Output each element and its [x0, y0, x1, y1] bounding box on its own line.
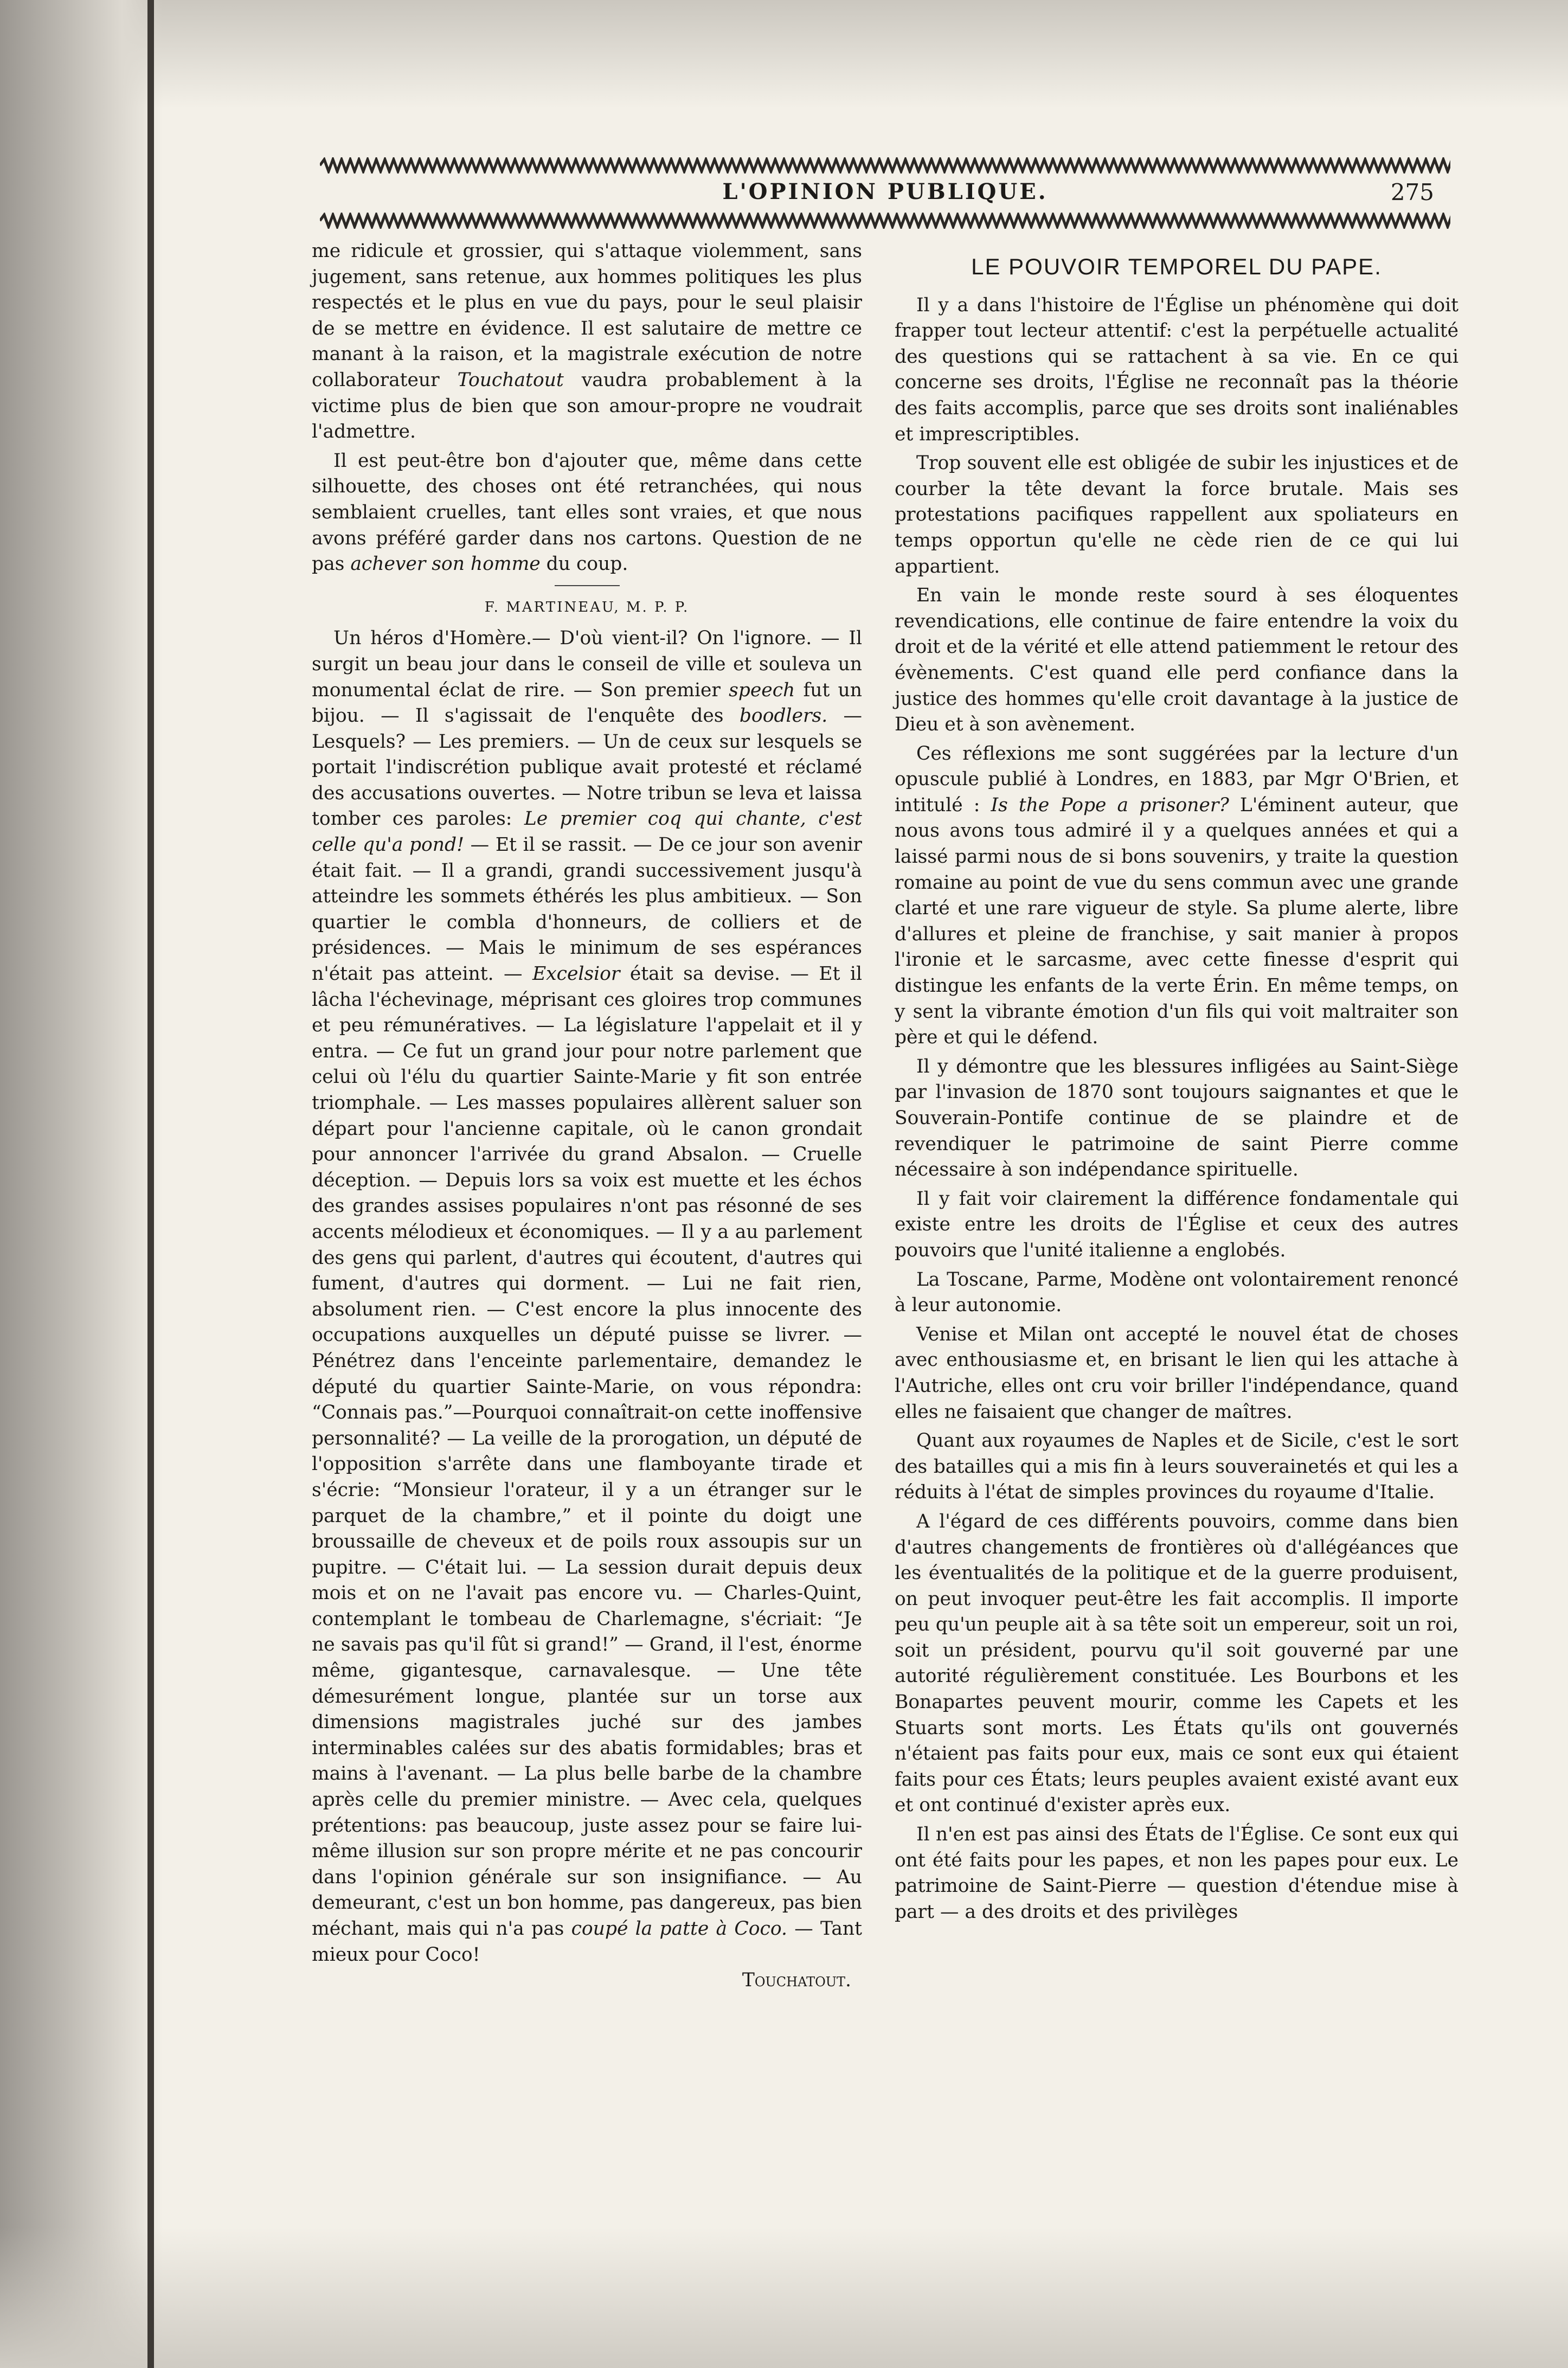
right-column: [895, 239, 1458, 1928]
text-run: me ridicule et grossier, qui s'attaque violemment, sans jugement, sans retenue, aux hommes politiques les plus respectés et le plus en vue du pays, pour le seul plaisir de se mettre en évidence. Il est salutaire de mettre ce manant à la raison, et la magistrale exécution de notre collaborateur: [312, 240, 862, 391]
text-run: Il est peut-être bon d'ajouter que, même dans cette silhouette, des choses ont été retranchées, qui nous semblaient cruelles, tant elles sont vraies, et que nous avons préféré garder dans nos cartons. Question de ne pas: [312, 450, 862, 575]
header-ornament-rule-top: [320, 157, 1450, 174]
paragraph: [895, 741, 1458, 1051]
byline: F. MARTINEAU, M. P. P.: [484, 599, 690, 615]
text-run: vaudra probablement à la victime plus de bien que son amour-propre ne voudrait l'admettre.: [312, 369, 862, 443]
scan-shadow-left: [0, 0, 163, 2368]
paragraph: Quant aux royaumes de Naples et de Sicile, c'est le sort des batailles qui a mis fin à leurs souverainetés et qui les a réduits à l'état de simples provinces du royaume d'Italie.: [895, 1430, 1458, 1504]
italic-run: Is the Pope a prisoner?: [991, 794, 1229, 816]
paragraph: A l'égard de ces différents pouvoirs, comme dans bien d'autres changements de frontières où d'allégéances que les éventualités de la politique et de la guerre produisent, on peut invoquer peut-être les fait accomplis. Il importe peu qu'un peuple ait à sa tête soit un empereur, soit un roi, soit un président, pourvu qu'il soit gouverné par une autorité régulièrement constituée. Les Bourbons et les Bonapartes peuvent mourir, comme les Capets et les Stuarts sont morts. Les États qu'ils ont gouvernés n'étaient pas faits pour eux, mais ce sont eux qui étaient faits pour ces États; leurs peuples avaient existé avant eux et ont continué d'exister après eux.: [895, 1510, 1458, 1817]
italic-run: Touchatout: [457, 369, 564, 391]
page-number: 275: [1390, 179, 1434, 206]
italic-run: Le premier coq qui chante, c'est celle qu'a pond!: [312, 808, 862, 856]
left-column: [312, 239, 862, 1994]
journal-title: L'OPINION PUBLIQUE.: [722, 179, 1048, 204]
paragraph: Il y démontre que les blessures infligées au Saint-Siège par l'invasion de 1870 sont toujours saignantes et que le Souverain-Pontife continue de se plaindre et de revendiquer le patrimoine de saint Pierre comme nécessaire à son indépendance spirituelle.: [895, 1055, 1458, 1181]
scan-shadow-bottom: [0, 2227, 1568, 2368]
paragraph: Il y a dans l'histoire de l'Église un phénomène qui doit frapper tout lecteur attentif: c'est la perpétuelle actualité des questions qui se rattachent à sa vie. En ce qui concerne ses droits, l'Église ne reconnaît pas la théorie des faits accomplis, parce que ses droits sont inaliénables et imprescriptibles.: [895, 294, 1458, 445]
paragraph: [312, 626, 862, 1968]
header-ornament-rule-bottom: [320, 213, 1450, 229]
text-run: fut un bijou. — Il s'agissait de l'enquête des: [312, 679, 862, 727]
scan-shadow-top: [0, 0, 1568, 108]
binding-spine: [147, 0, 154, 2368]
text-run: — Lesquels? — Les premiers. — Un de ceux sur lesquels se portait l'indiscrétion publique avait protesté et réclamé des accusations ouvertes. — Notre tribun se leva et laissa tomber ces paroles:: [312, 705, 862, 830]
signature: Touchatout.: [742, 1969, 851, 1992]
italic-run: Excelsior: [532, 963, 620, 985]
separator-rule: [555, 585, 620, 586]
paragraph: La Toscane, Parme, Modène ont volontairement renoncé à leur autonomie.: [895, 1268, 1458, 1317]
text-run: du coup.: [540, 553, 628, 575]
paragraph: Il n'en est pas ainsi des États de l'Église. Ce sont eux qui ont été faits pour les papes, et non les papes pour eux. Le patrimoine de Saint-Pierre — question d'étendue mise à part — a des droits et des privilèges: [895, 1824, 1458, 1923]
paragraph: En vain le monde reste sourd à ses éloquentes revendications, elle continue de faire entendre la voix du droit et de la vérité et elle attend patiemment le retour des évènements. C'est quand elle perd confiance dans la justice des hommes qu'elle croit davantage à la justice de Dieu et à son avènement.: [895, 585, 1458, 736]
text-run: — Et il se rassit. — De ce jour son avenir était fait. — Il a grandi, grandi successivement jusqu'à atteindre les sommets éthérés les plus ambitieux. — Son quartier le combla d'honneurs, de colliers et de présidences. — Mais le minimum de ses espérances n'était pas atteint. —: [312, 834, 862, 985]
italic-run: speech: [729, 679, 795, 701]
paragraph: Il y fait voir clairement la différence fondamentale qui existe entre les droits de l'Église et ceux des autres pouvoirs que l'unité italienne a englobés.: [895, 1188, 1458, 1261]
section-title: LE POUVOIR TEMPOREL DU PAPE.: [971, 254, 1382, 279]
italic-run: achever son homme: [350, 553, 541, 575]
paragraph: Trop souvent elle est obligée de subir les injustices et de courber la tête devant la force brutale. Mais ses protestations pacifiques rappellent aux spoliateurs en temps opportun qu'elle ne cède rien de ce qui lui appartient.: [895, 452, 1458, 577]
italic-run: boodlers.: [739, 705, 828, 727]
text-run: était sa devise. — Et il lâcha l'échevinage, méprisant ces gloires trop communes et peu rémunératives. — La législature l'appelait et il y entra. — Ce fut un grand jour pour notre parlement que celui où l'élu du quartier Sainte-Marie y fit son entrée triomphale. — Les masses populaires allèrent saluer son départ pour l'ancienne capitale, où le canon grondait pour annoncer l'arrivée du grand Absalon. — Cruelle déception. — Depuis lors sa voix est muette et les échos des grandes assises populaires n'ont pas résonné de ses accents mélodieux et économiques. — Il y a au parlement des gens qui parlent, d'autres qui écoutent, d'autres qui fument, d'autres qui dorment. — Lui ne fait rien, absolument rien. — C'est encore la plus innocente des occupations auxquelles un député puisse se livrer. — Pénétrez dans l'enceinte parlementaire, demandez le député du quartier Sainte-Marie, on vous répondra: “Connais pas.”—Pourquoi connaîtrait-on cette inoffensive personnalité? — La veille de la prorogation, un député de l'opposition s'arrête dans une flamboyante tirade et s'écrie: “Monsieur l'orateur, il y a un étranger sur le parquet de la chambre,” et il pointe du doigt une broussaille de cheveux et de poils roux assoupis sur un pupitre. — C'était lui. — La session durait depuis deux mois et on ne l'avait pas encore vu. — Charles-Quint, contemplant le tombeau de Charlemagne, s'écriait: “Je ne savais pas qu'il fût si grand!” — Grand, il l'est, énorme même, gigantesque, carnavalesque. — Une tête démesurément longue, plantée sur un torse aux dimensions magistrales juché sur des jambes interminables calées sur des abatis formidables; bras et mains à l'avenant. — La plus belle barbe de la chambre après celle du premier ministre. — Avec cela, quelques prétentions: pas beaucoup, juste assez pour se faire lui-même illusion sur son propre mérite et ne pas concourir dans l'opinion générale sur son insignifiance. — Au demeurant, c'est un bon homme, pas dangereux, pas bien méchant, mais qui n'a pas: [312, 963, 862, 1940]
text-run: L'éminent auteur, que nous avons tous admiré il y a quelques années et qui a laissé parmi nous de si bons souvenirs, y traite la question romaine au point de vue du sens commun avec une grande clarté et une rare vigueur de style. Sa plume alerte, libre d'allures et pleine de franchise, y sait manier à propos l'ironie et le sarcasme, avec cette finesse d'esprit qui distingue les enfants de la verte Érin. En même temps, on y sent la vibrante émotion d'un fils qui voit maltraiter son père et qui le défend.: [895, 794, 1459, 1049]
running-head: [320, 179, 1450, 211]
text-run: Un héros d'Homère.— D'où vient-il? On l'ignore. — Il surgit un beau jour dans le conseil de ville et souleva un monumental éclat de rire. — Son premier: [312, 627, 862, 701]
paragraph: Venise et Milan ont accepté le nouvel état de choses avec enthousiasme et, en brisant le lien qui les attache à l'Autriche, elles ont cru voir briller l'indépendance, quand elles ne faisaient que changer de maîtres.: [895, 1323, 1458, 1423]
text-run: — Tant mieux pour Coco!: [312, 1918, 862, 1966]
paragraph: [312, 239, 862, 445]
paragraph: [312, 448, 862, 577]
text-run: Ces réflexions me sont suggérées par la lecture d'un opuscule publié à Londres, en 1883, par Mgr O'Brien, et intitulé :: [895, 742, 1458, 816]
italic-run: coupé la patte à Coco.: [571, 1918, 787, 1940]
